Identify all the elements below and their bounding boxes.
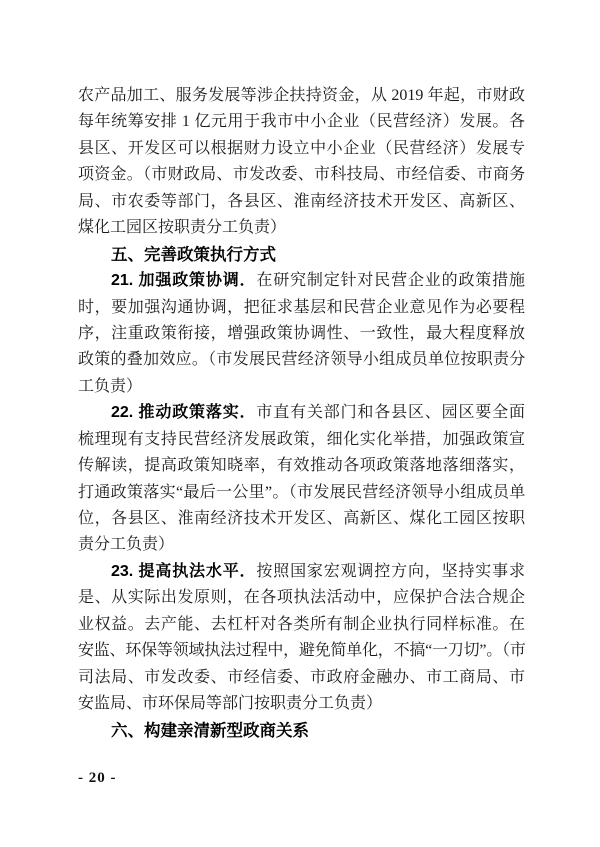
- line-text: 梳理现有支持民营经济发展政策，细化实化举措，加强政策宣: [78, 430, 525, 448]
- line-text: 业权益。去产能、去杠杆对各类所有制企业执行同样标准。在: [78, 615, 525, 633]
- text-line: [78, 374, 525, 400]
- line-text: 是、从实际出发原则，在各项执法活动中，应保护合法合规企: [78, 589, 525, 607]
- text-line: [78, 268, 525, 294]
- line-text: 按照国家宏观调控方向，坚持实事求: [256, 562, 525, 580]
- line-text: 序，注重政策衔接，增强政策协调性、一致性，最大程度释放: [78, 324, 525, 342]
- line-text: 政策的叠加效应。（市发展民营经济领导小组成员单位按职责分: [78, 351, 525, 369]
- text-line: [78, 506, 525, 532]
- line-text: 每年统筹安排 1 亿元用于我市中小企业（民营经济）发展。各: [78, 113, 525, 131]
- line-text: 项资金。（市财政局、市发改委、市科技局、市经信委、市商务: [78, 166, 525, 184]
- line-text: 局、市农委等部门，各县区、淮南经济技术开发区、高新区、: [78, 192, 525, 210]
- section-heading: [78, 718, 525, 744]
- text-line: [78, 215, 525, 241]
- line-text: 安监局、市环保局等部门按职责分工负责）: [78, 695, 383, 713]
- line-text: 五、完善政策执行方式: [111, 245, 276, 264]
- text-line: [78, 665, 525, 691]
- line-text: 在研究制定针对民营企业的政策措施: [256, 272, 525, 290]
- text-line: [78, 532, 525, 558]
- clause-lead-bold: 22. 推动政策落实．: [111, 404, 257, 422]
- text-line: [78, 612, 525, 638]
- text-line: [78, 83, 525, 109]
- text-line: [78, 480, 525, 506]
- text-line: [78, 162, 525, 188]
- line-text: 传解读，提高政策知晓率，有效推动各项政策落地落细落实，: [78, 457, 525, 475]
- line-text: 时，要加强沟通协调，把征求基层和民营企业意见作为必要程: [78, 298, 525, 316]
- text-line: [78, 321, 525, 347]
- text-line: [78, 638, 525, 664]
- clause-lead-bold: 21. 加强政策协调．: [111, 272, 257, 290]
- text-line: [78, 109, 525, 135]
- text-line: [78, 136, 525, 162]
- line-text: 打通政策落实“最后一公里”。（市发展民营经济领导小组成员单: [78, 483, 525, 501]
- line-text: 位，各县区、淮南经济技术开发区、高新区、煤化工园区按职: [78, 510, 525, 527]
- text-line: [78, 453, 525, 479]
- clause-lead-bold: 23. 提高执法水平．: [111, 562, 257, 580]
- text-line: [78, 559, 525, 585]
- line-text: 工负责）: [78, 377, 143, 395]
- document-body: [78, 83, 525, 744]
- text-line: [78, 400, 525, 426]
- line-text: 煤化工园区按职责分工负责）: [78, 219, 287, 237]
- line-text: 县区、开发区可以根据财力设立中小企业（民营经济）发展专: [78, 139, 525, 157]
- line-text: 农产品加工、服务发展等涉企扶持资金，从 2019 年起，市财政: [78, 87, 525, 104]
- text-line: [78, 347, 525, 373]
- section-heading: [78, 242, 525, 268]
- line-text: 责分工负责）: [78, 536, 175, 554]
- page-number: - 20 -: [78, 770, 117, 786]
- line-text: 六、构建亲清新型政商关系: [111, 721, 309, 740]
- line-text: 市直有关部门和各县区、园区要全面: [256, 404, 525, 422]
- line-text: 司法局、市发改委、市经信委、市政府金融办、市工商局、市: [78, 668, 525, 686]
- text-line: [78, 691, 525, 717]
- text-line: [78, 295, 525, 321]
- text-line: [78, 189, 525, 215]
- text-line: [78, 585, 525, 611]
- text-line: [78, 427, 525, 453]
- line-text: 安监、环保等领域执法过程中，避免简单化，不搞“一刀切”。（市: [78, 642, 525, 660]
